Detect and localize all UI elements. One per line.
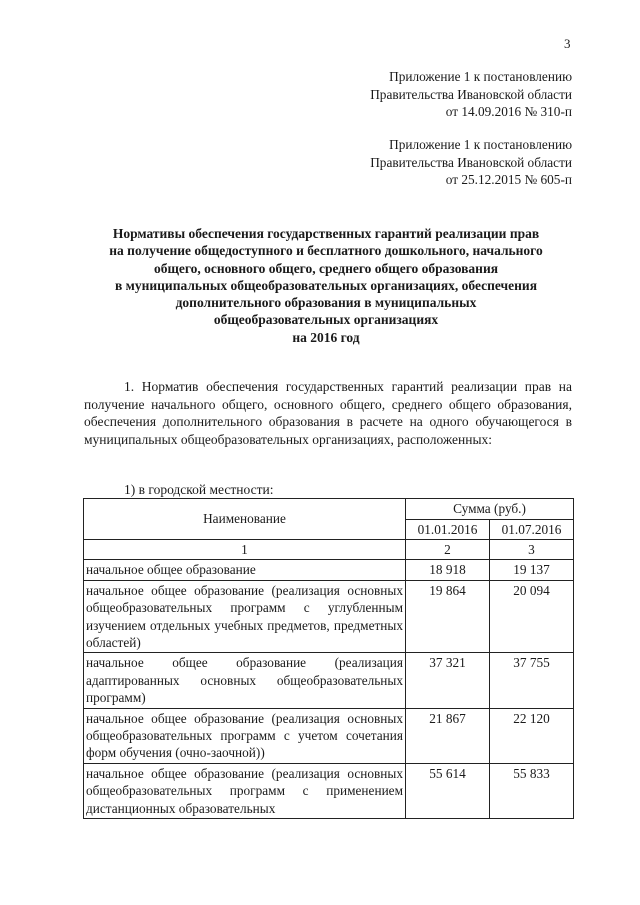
appendix-line: Правительства Ивановской области [370, 154, 572, 170]
row-value-2: 55 833 [490, 763, 574, 818]
row-value-1: 18 918 [406, 560, 490, 580]
row-name: начальное общее образование [84, 560, 406, 580]
appendix-block-1 [300, 68, 572, 121]
column-number: 2 [406, 540, 490, 560]
appendix-line: Приложение 1 к постановлению [389, 137, 572, 152]
appendix-line: от 25.12.2015 № 605-п [445, 172, 572, 187]
row-name: начальное общее образование (реализация основных общеобразовательных программ с учетом сочетания форм обучения (очно-заочной)) [84, 708, 406, 763]
title-line: на получение общедоступного и бесплатного дошкольного, начального [109, 243, 543, 259]
title-line: на 2016 год [292, 329, 360, 345]
row-value-2: 37 755 [490, 653, 574, 708]
row-name: начальное общее образование (реализация адаптированных основных общеобразовательных программ) [84, 653, 406, 708]
title-line: Нормативы обеспечения государственных гарантий реализации прав [112, 226, 540, 241]
appendix-line: Приложение 1 к постановлению [389, 69, 572, 84]
column-number-row [84, 540, 574, 560]
title-line: в муниципальных общеобразовательных организациях, обеспечения [114, 277, 537, 293]
paragraph-1 [84, 378, 572, 448]
appendix-block-2 [300, 136, 572, 189]
row-name: начальное общее образование (реализация основных общеобразовательных программ с углубленным изучением отдельных учебных предметов, предметных областей) [84, 580, 406, 653]
row-name: начальное общее образование (реализация основных общеобразовательных программ с применением дистанционных образовательных [84, 763, 406, 818]
header-date-1: 01.01.2016 [406, 519, 490, 540]
title-line: общеобразовательных организациях [213, 312, 439, 328]
row-value-1: 55 614 [406, 763, 490, 818]
row-value-1: 21 867 [406, 708, 490, 763]
row-value-1: 19 864 [406, 580, 490, 653]
paragraph-text: 1. Норматив обеспечения государственных гарантий реализации прав на получение начального общего, основного общего, среднего общего образования, обеспечения дополнительного образования в расчете на одного обучающегося в муниципальных общеобразовательных организациях, расположенных: [84, 379, 572, 447]
row-value-2: 20 094 [490, 580, 574, 653]
table-row [84, 763, 574, 818]
table-header-row [84, 499, 574, 520]
table-row [84, 560, 574, 580]
table-row [84, 708, 574, 763]
header-date-2: 01.07.2016 [490, 519, 574, 540]
header-name: Наименование [84, 499, 406, 540]
appendix-line: Правительства Ивановской области [370, 86, 572, 102]
column-number: 3 [490, 540, 574, 560]
row-value-2: 19 137 [490, 560, 574, 580]
subheading-urban: 1) в городской местности: [124, 482, 274, 497]
appendix-line: от 14.09.2016 № 310-п [445, 104, 572, 119]
table-row [84, 580, 574, 653]
row-value-1: 37 321 [406, 653, 490, 708]
title-line: общего, основного общего, среднего общего образования [153, 260, 499, 276]
page-number: 3 [564, 36, 571, 51]
norms-table [83, 498, 574, 819]
row-value-2: 22 120 [490, 708, 574, 763]
table-row [84, 653, 574, 708]
column-number: 1 [84, 540, 406, 560]
header-sum: Сумма (руб.) [406, 499, 574, 520]
document-title [80, 225, 572, 346]
title-line: дополнительного образования в муниципальных [175, 295, 477, 311]
